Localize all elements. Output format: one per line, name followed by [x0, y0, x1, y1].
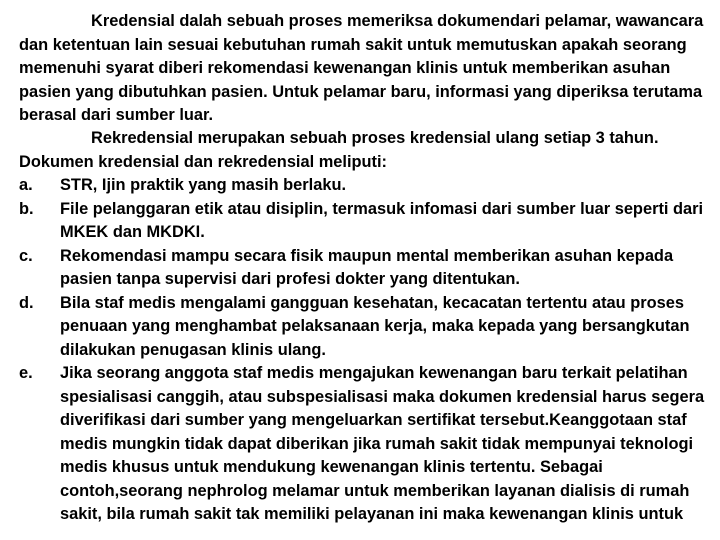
- list-item-d: [19, 292, 717, 363]
- list-marker: a.: [19, 176, 33, 194]
- list-item-a: [19, 174, 717, 198]
- list-item-text: Jika seorang anggota staf medis mengajukan kewenangan baru terkait pelatihan spesialisasi canggih, atau subspesialisasi maka dokumen kredensial harus segera diverifikasi dari sumber yang mengeluarkan sertifikat tersebut.Keanggotaan staf medis mungkin tidak dapat diberikan jika rumah sakit tidak mempunyai teknologi medis khusus untuk mendukung kewenangan klinis tertentu. Sebagai contoh,seorang nephrolog melamar untuk memberikan layanan dialisis di rumah sakit, bila rumah sakit tak memiliki pelayanan ini maka kewenangan klinis untuk: [60, 364, 705, 523]
- list-marker: e.: [19, 364, 33, 382]
- list-item-text: File pelanggaran etik atau disiplin, termasuk infomasi dari sumber luar seperti dari MKEK dan MKDKI.: [60, 199, 704, 241]
- list-item-text: Rekomendasi mampu secara fisik maupun mental memberikan asuhan kepada pasien tanpa supervisi dari profesi dokter yang ditentukan.: [60, 246, 674, 288]
- list-item-b: [19, 198, 717, 245]
- list-item-text: STR, Ijin praktik yang masih berlaku.: [60, 176, 347, 194]
- list-marker: d.: [19, 293, 34, 312]
- list-item-e: [19, 362, 717, 527]
- list-item-c: [19, 245, 717, 292]
- list-marker: c.: [19, 246, 33, 265]
- list-marker: b.: [19, 199, 34, 218]
- paragraph-kredensial: Kredensial dalah sebuah proses memeriksa dokumendari pelamar, wawancara dan ketentuan lain sesuai kebutuhan rumah sakit untuk memutuskan apakah seorang memenuhi syarat diberi rekomendasi kewenangan klinis untuk memberikan asuhan pasien yang dibutuhkan pasien. Untuk pelamar baru, informasi yang diperiksa terutama berasal dari sumber luar.: [19, 12, 704, 124]
- paragraph-rekredensial: Rekredensial merupakan sebuah proses kredensial ulang setiap 3 tahun. Dokumen kredensial dan rekredensial meliputi:: [19, 129, 659, 171]
- document-list: [19, 174, 717, 527]
- list-item-text: Bila staf medis mengalami gangguan kesehatan, kecacatan tertentu atau proses penuaan yang menghambat pelaksanaan kerja, maka kepada yang bersangkutan dilakukan penugasan klinis ulang.: [60, 293, 690, 359]
